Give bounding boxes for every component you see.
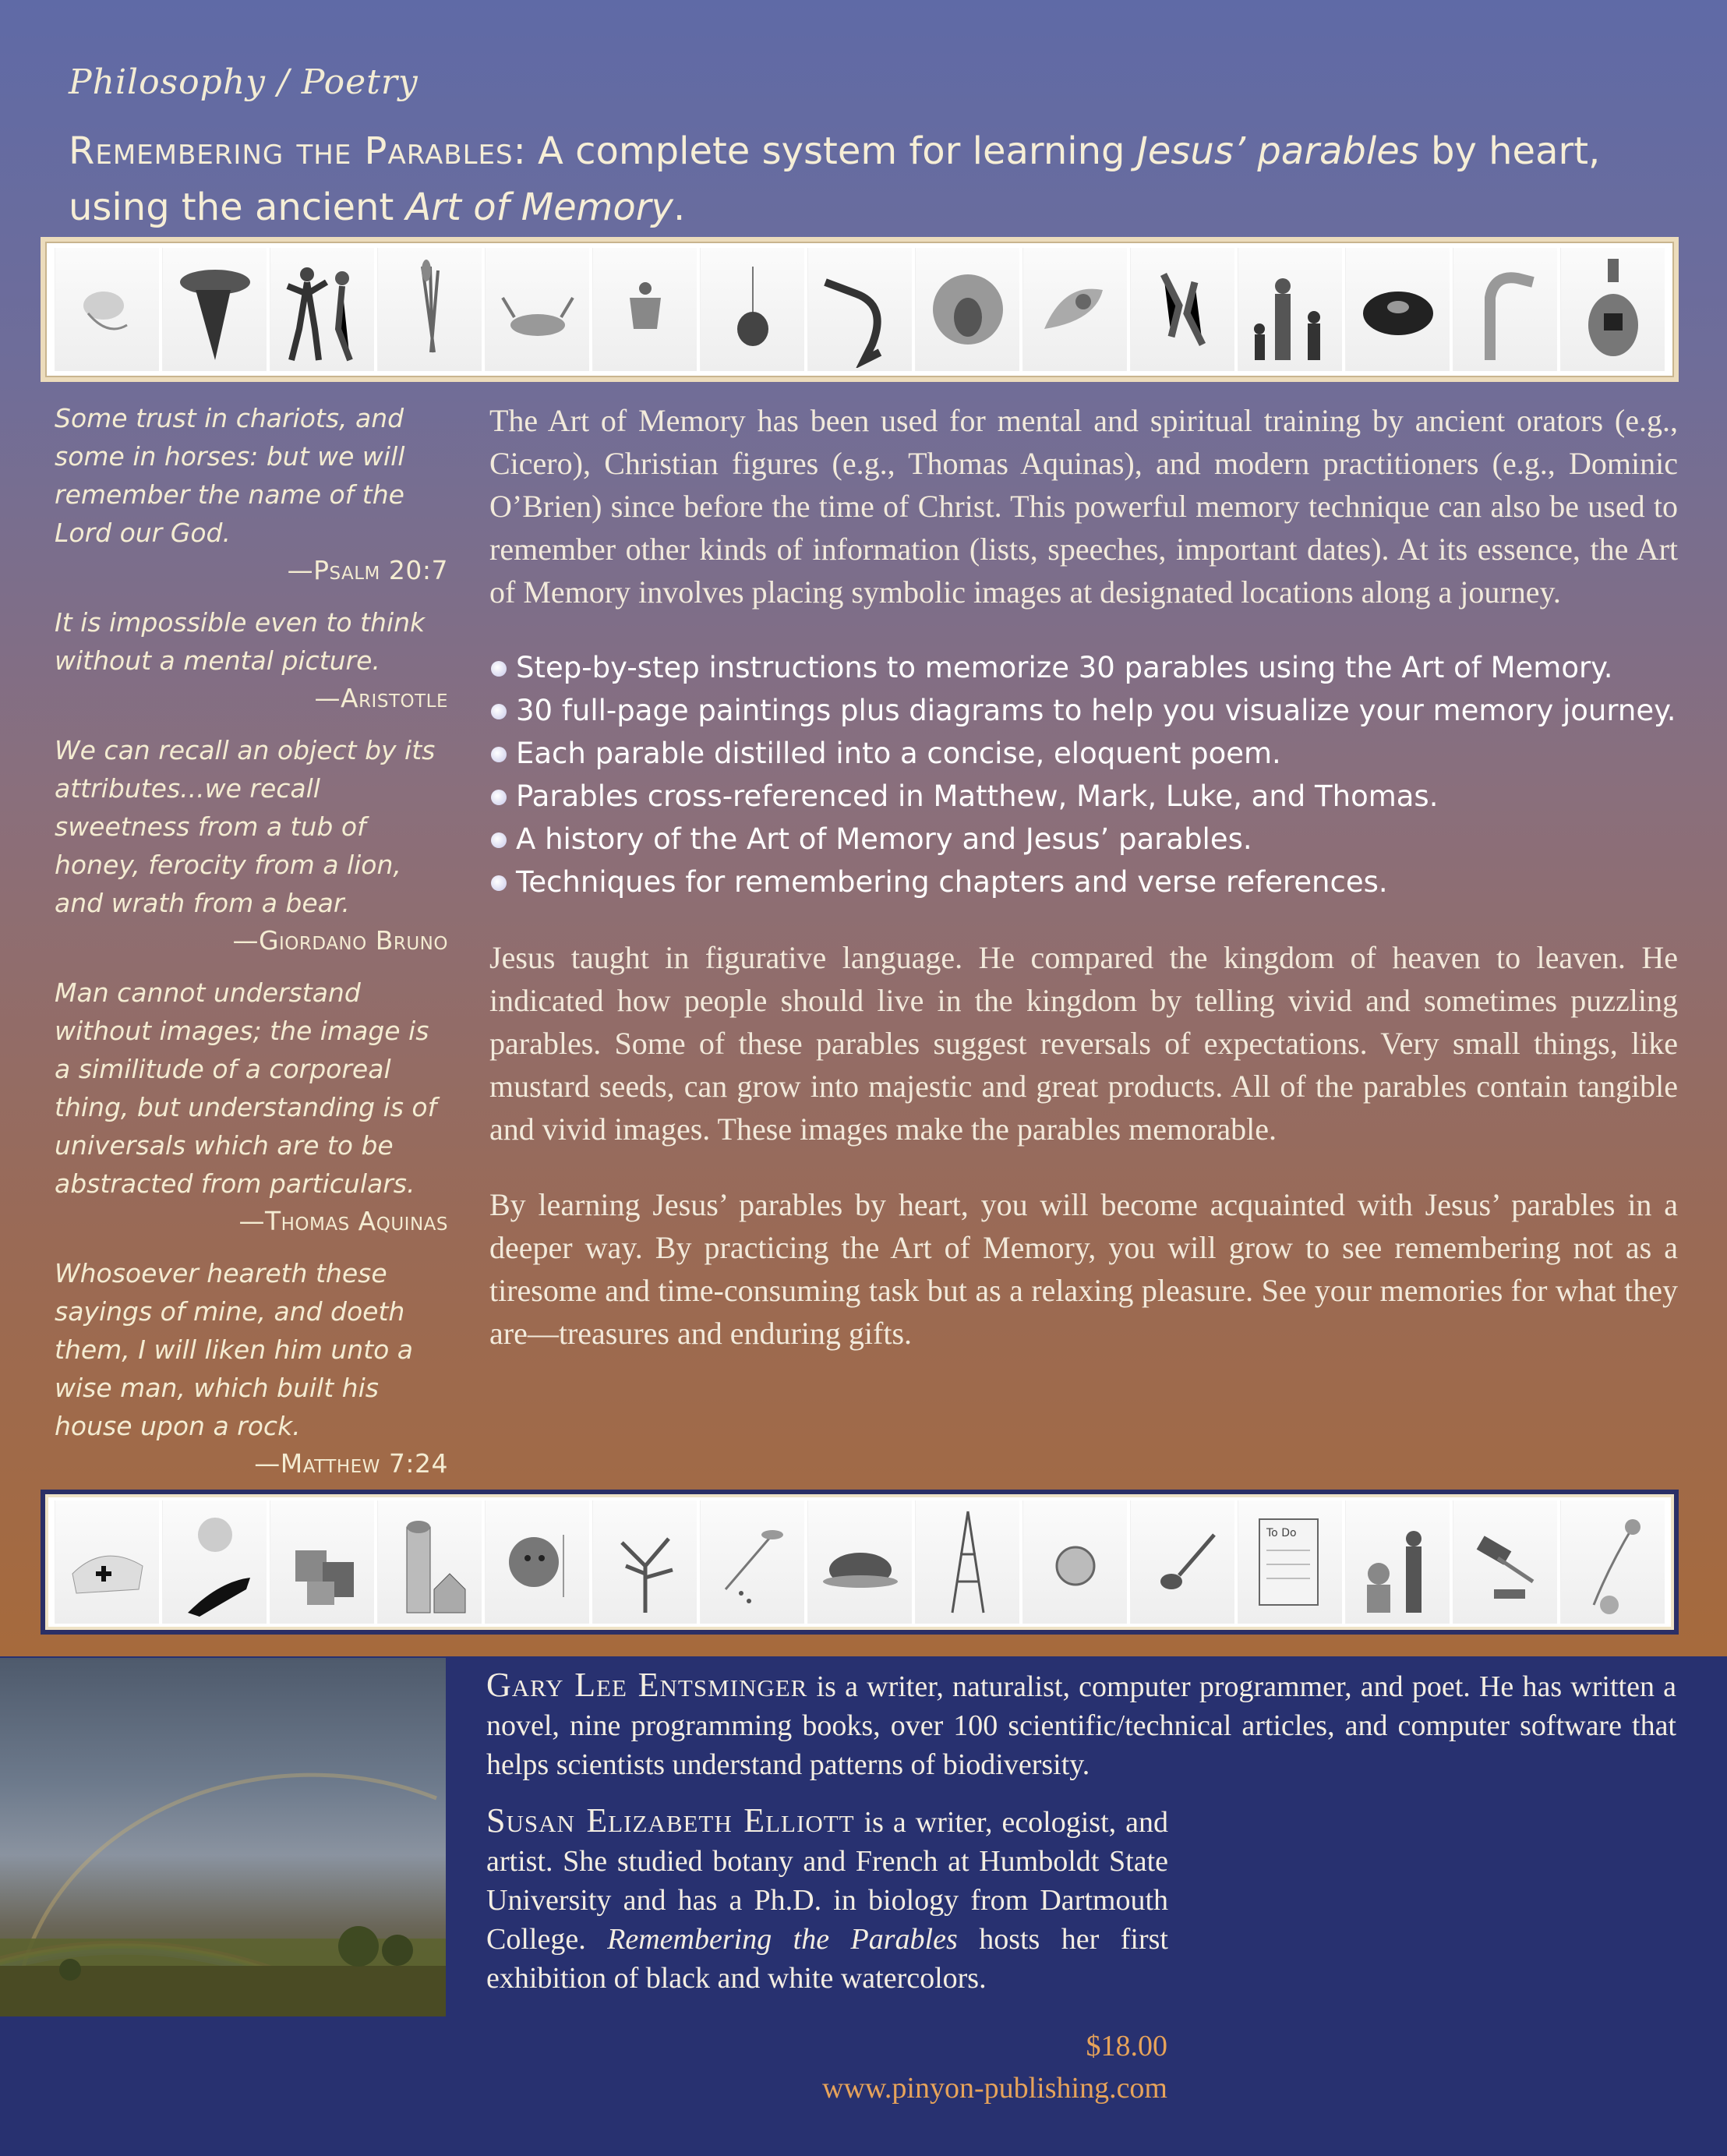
intro-paragraph: The Art of Memory has been used for mental and spiritual training by ancient orators (e.g., Cicero), Christian figures (e.g., Thomas Aquinas), and modern practitioners (e.g., Dominic O’Brien) since before the time of Christ. This powerful memory technique can also be used to remember other kinds of information (lists, speeches, important dates). At its essence, the Art of Memory involves placing symbolic images at designated locations along a journey. xyxy=(489,403,1678,610)
cup-icon xyxy=(592,248,697,371)
category-label: Philosophy / Poetry xyxy=(69,62,419,102)
gavel-icon xyxy=(1453,1500,1557,1624)
list-item: A history of the Art of Memory and Jesus’ parables. xyxy=(489,818,1678,861)
list-item: Each parable distilled into a concise, eloquent poem. xyxy=(489,732,1678,775)
author-2-name: Susan Elizabeth Elliott xyxy=(486,1801,855,1840)
lamp-icon xyxy=(1345,248,1450,371)
list-item: Parables cross-referenced in Matthew, Mark, Luke, and Thomas. xyxy=(489,775,1678,818)
todo-list-label: To Do xyxy=(1266,1527,1297,1539)
headline-italic-1: Jesus’ parables xyxy=(1136,129,1419,173)
quote-attribution: —Aristotle xyxy=(314,683,448,713)
headline-text-2: by heart, using the ancient xyxy=(69,129,1601,229)
author-1-bio xyxy=(486,1666,1676,1784)
wheat-bundle-icon xyxy=(377,248,482,371)
crayfish-icon xyxy=(485,248,589,371)
quote-item xyxy=(55,1254,448,1483)
quote-item xyxy=(55,603,448,717)
main-column xyxy=(489,399,1678,1355)
dancing-figures-icon xyxy=(270,248,374,371)
swordfish-icon xyxy=(807,248,912,371)
chef-hand-icon xyxy=(162,1500,267,1624)
gift-boxes-icon xyxy=(270,1500,374,1624)
feature-list xyxy=(489,646,1678,903)
body-paragraph-3: By learning Jesus’ parables by heart, you will become acquainted with Jesus’ parables in a deeper way. By practicing the Art of Memory, you will grow to see remembering not as a tiresome and time-consuming task but as a relaxing pleasure. See your memories for what they are—treasures and enduring gifts. xyxy=(489,1187,1678,1351)
quote-attribution: —Giordano Bruno xyxy=(232,925,448,956)
sheep-icon xyxy=(915,248,1019,371)
quote-item xyxy=(55,974,448,1240)
price: $18.00 xyxy=(1086,2030,1167,2062)
bullet-icon xyxy=(491,747,507,762)
author-2-text: is a writer, ecologist, and artist. She studied botany and French at Humboldt State University and has a Ph.D. in biology from Dartmouth College. xyxy=(486,1806,1168,1956)
list-item: 30 full-page paintings plus diagrams to help you visualize your memory journey. xyxy=(489,689,1678,732)
headline-title: Remembering the Parables xyxy=(69,129,514,173)
author-bios xyxy=(486,1666,1676,1998)
weight-icon xyxy=(700,248,804,371)
quote-text: We can recall an object by its attributes...we recall sweetness from a tub of honey, ferocity from a lion, and wrath from a bear. xyxy=(55,735,436,918)
seed-pod-icon xyxy=(700,1500,804,1624)
top-illustration-strip xyxy=(41,237,1679,382)
tree-icon xyxy=(592,1500,697,1624)
bottom-illustration-strip xyxy=(41,1490,1679,1635)
publisher-url[interactable]: www.pinyon-publishing.com xyxy=(822,2072,1167,2105)
quotes-column xyxy=(55,399,448,1497)
author-1-text: is a writer, naturalist, computer programmer, and poet. He has written a novel, nine programming books, over 100 scientific/technical articles, and computer software that helps scientists understand patterns of biodiversity. xyxy=(486,1670,1676,1781)
quote-text: Whosoever heareth these sayings of mine, and doeth them, I will liken him unto a wise man, which built his house upon a rock. xyxy=(55,1258,414,1441)
list-item: Step-by-step instructions to memorize 30 parables using the Art of Memory. xyxy=(489,646,1678,689)
bottle-icon xyxy=(1560,248,1665,371)
headline-italic-2: Art of Memory xyxy=(405,186,673,229)
bullet-icon xyxy=(491,832,507,848)
spoon-icon xyxy=(1130,1500,1234,1624)
rainbow-landscape-icon xyxy=(0,1658,446,2016)
quote-attribution: —Psalm 20:7 xyxy=(287,555,448,585)
quote-text: Man cannot understand without images; the image is a similitude of a corporeal thing, but understanding is of universals which are to be abstracted from particulars. xyxy=(55,977,437,1199)
quote-item xyxy=(55,399,448,589)
quote-attribution: —Thomas Aquinas xyxy=(238,1206,448,1236)
headline-text-3: . xyxy=(673,186,686,229)
author-2-book-title: Remembering the Parables xyxy=(607,1923,958,1956)
nurse-cap-icon xyxy=(55,1500,159,1624)
cloud-tornado-icon xyxy=(162,248,267,371)
quote-attribution: —Matthew 7:24 xyxy=(254,1448,448,1479)
eiffel-tower-icon xyxy=(915,1500,1019,1624)
headline-text-1: : A complete system for learning xyxy=(513,129,1137,173)
author-2-bio xyxy=(486,1801,1168,1998)
coin-icon xyxy=(1022,1500,1127,1624)
quote-text: It is impossible even to think without a mental picture. xyxy=(55,607,426,676)
list-item: Techniques for remembering chapters and verse references. xyxy=(489,861,1678,903)
flower-sketch-icon xyxy=(1560,1500,1665,1624)
quote-item xyxy=(55,731,448,960)
silo-barn-icon xyxy=(377,1500,482,1624)
feather-brain-icon xyxy=(55,248,159,371)
hand-coin-icon xyxy=(1022,248,1127,371)
headline xyxy=(69,123,1690,235)
hands-holding-icon xyxy=(1130,248,1234,371)
bullet-icon xyxy=(491,661,507,677)
face-sketch-icon xyxy=(485,1500,589,1624)
author-2-text-2: hosts her first exhibition of black and white watercolors. xyxy=(486,1923,1168,1995)
roast-turkey-icon xyxy=(807,1500,912,1624)
author-1-name: Gary Lee Entsminger xyxy=(486,1666,808,1704)
bullet-icon xyxy=(491,875,507,891)
bullet-icon xyxy=(491,790,507,805)
quote-text: Some trust in chariots, and some in horses: but we will remember the name of the Lord our God. xyxy=(55,403,405,548)
todo-list-icon xyxy=(1238,1500,1342,1624)
hand-gesture-icon xyxy=(1453,248,1557,371)
people-scene-icon xyxy=(1345,1500,1450,1624)
body-paragraph-2: Jesus taught in figurative language. He compared the kingdom of heaven to leaven. He indicated how people should live in the kingdom by telling vivid and sometimes puzzling parables. Some of these parables suggest reversals of expectations. Very small things, like mustard seeds, can grow into majestic and great products. All of the parables contain tangible and vivid images. These images make the parables memorable. xyxy=(489,940,1678,1147)
parent-children-icon xyxy=(1238,248,1342,371)
bullet-icon xyxy=(491,704,507,719)
